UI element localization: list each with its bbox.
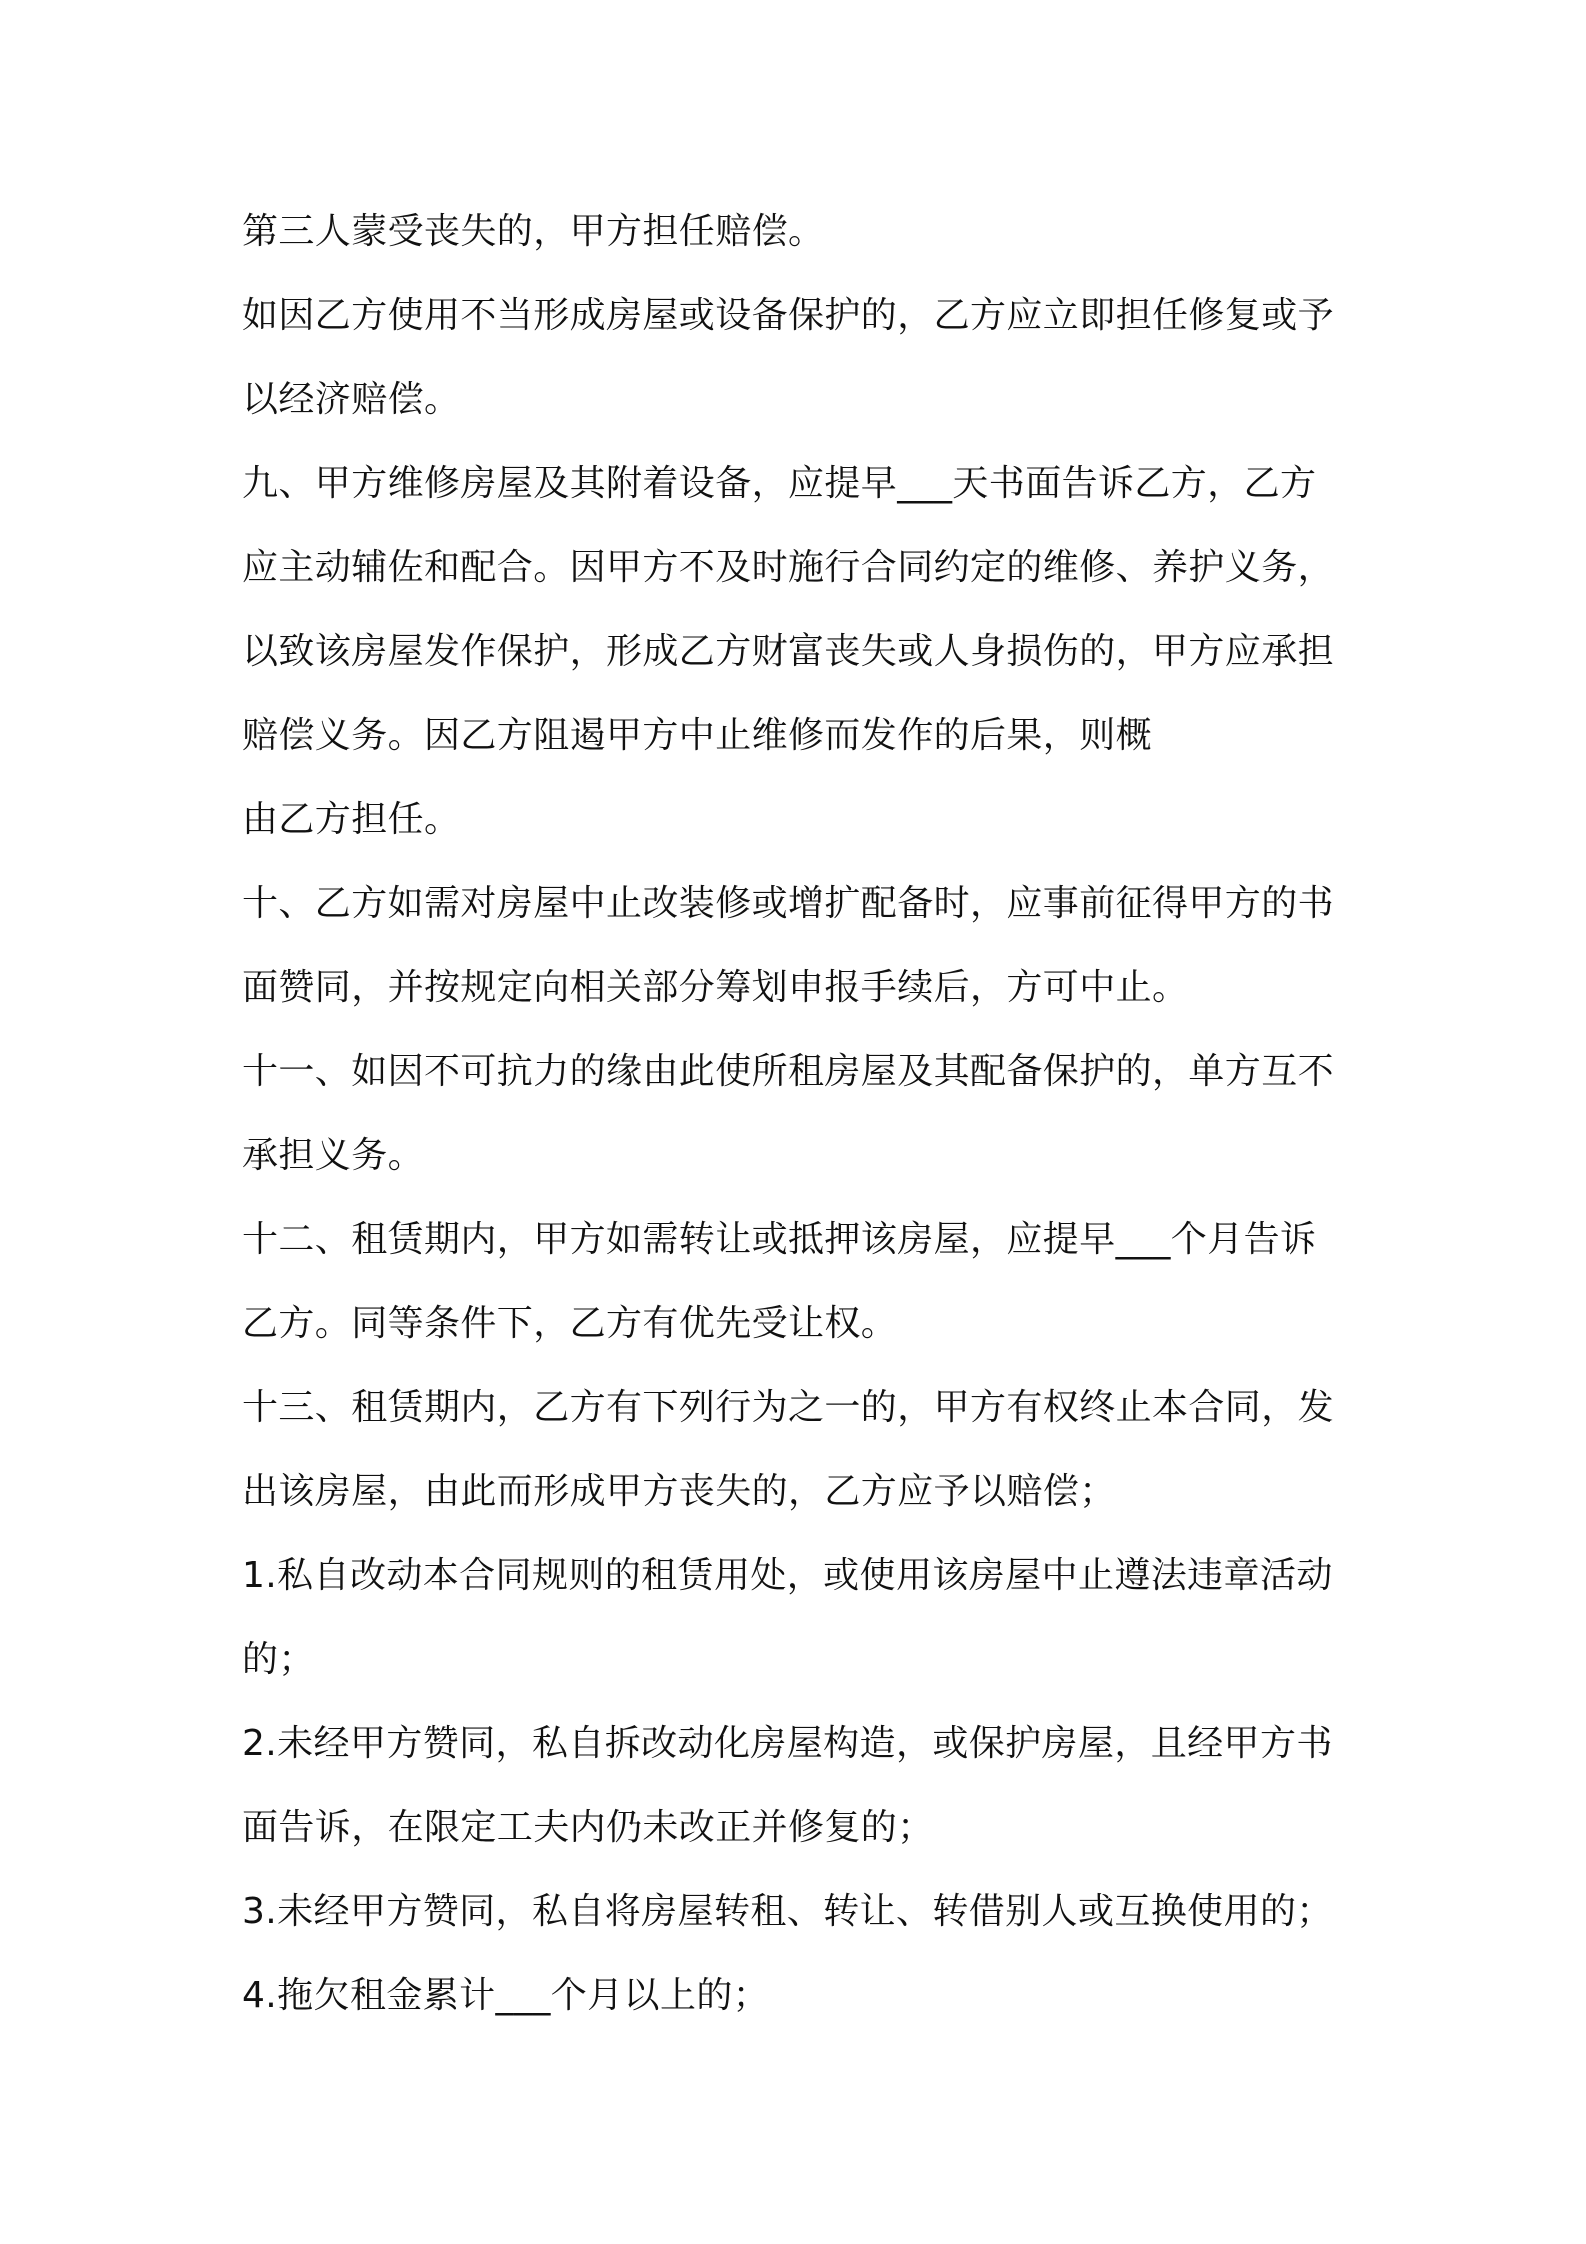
document-body [242,197,1357,2045]
text-line: 以经济赔偿。 [242,379,461,420]
text-line: 承担义务。 [242,1135,425,1176]
text-line: 面赞同，并按规定向相关部分筹划申报手续后，方可中止。 [242,967,1189,1008]
text-line: 十、乙方如需对房屋中止改装修或增扩配备时，应事前征得甲方的书 [242,883,1335,924]
text-line: 由乙方担任。 [242,799,461,840]
text-line: 应主动辅佐和配合。因甲方不及时施行合同约定的维修、养护义务， [242,547,1335,588]
text-line: 第三人蒙受丧失的，甲方担任赔偿。 [242,211,825,252]
text-line: 的； [242,1639,315,1680]
text-line: 乙方。同等条件下，乙方有优先受让权。 [242,1303,898,1344]
text-line: 如因乙方使用不当形成房屋或设备保护的，乙方应立即担任修复或予 [242,295,1335,336]
text-line: 十二、租赁期内，甲方如需转让或抵押该房屋，应提早___个月告诉 [242,1219,1317,1260]
text-line: 九、甲方维修房屋及其附着设备，应提早___天书面告诉乙方，乙方 [242,463,1317,504]
text-line: 3.未经甲方赞同，私自将房屋转租、转让、转借别人或互换使用的； [242,1891,1333,1932]
text-line: 4.拖欠租金累计___个月以上的； [242,1975,770,2016]
text-line: 2.未经甲方赞同，私自拆改动化房屋构造，或保护房屋，且经甲方书 [242,1723,1333,1764]
text-line: 十一、如因不可抗力的缘由此使所租房屋及其配备保护的，单方互不 [242,1051,1335,1092]
text-line: 出该房屋，由此而形成甲方丧失的，乙方应予以赔偿； [242,1471,1116,1512]
text-line: 以致该房屋发作保护，形成乙方财富丧失或人身损伤的，甲方应承担 [242,631,1335,672]
text-line: 面告诉，在限定工夫内仍未改正并修复的； [242,1807,934,1848]
text-line: 1.私自改动本合同规则的租赁用处，或使用该房屋中止遵法违章活动 [242,1555,1333,1596]
text-line: 赔偿义务。因乙方阻遏甲方中止维修而发作的后果，则概 [242,715,1153,756]
text-line: 十三、租赁期内，乙方有下列行为之一的，甲方有权终止本合同，发 [242,1387,1335,1428]
